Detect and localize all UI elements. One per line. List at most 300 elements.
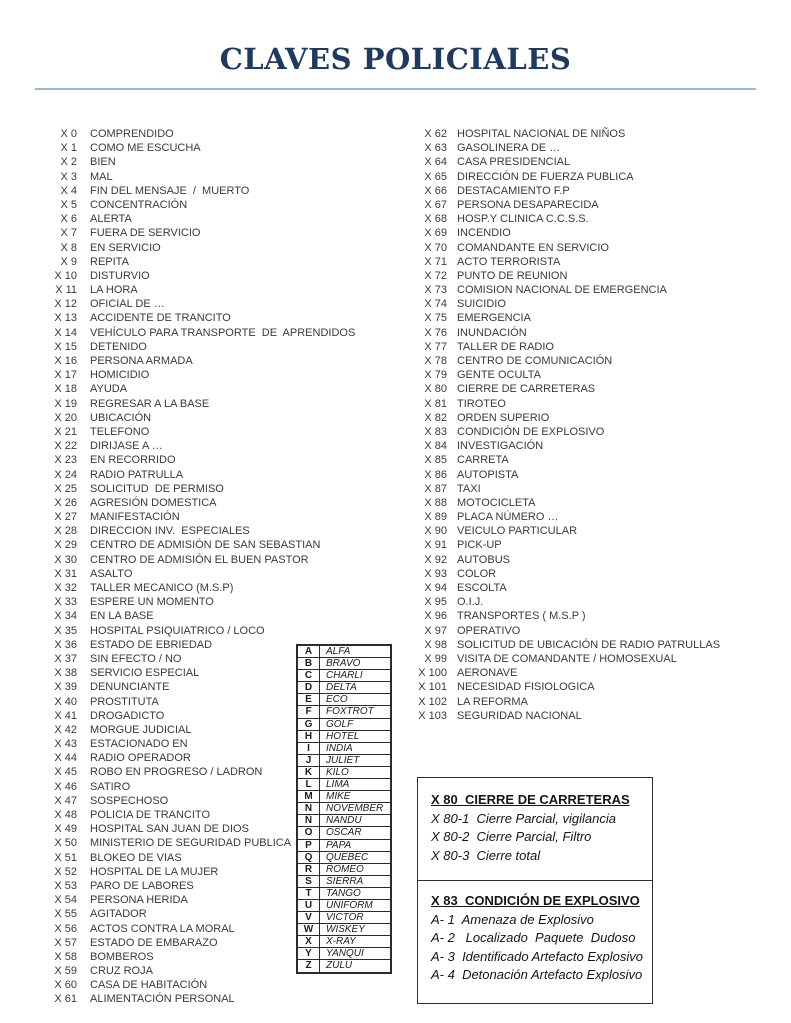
code-label: TALLER DE RADIO <box>457 340 554 353</box>
code-row <box>414 198 720 212</box>
code-row <box>414 482 720 496</box>
code-row <box>414 212 720 226</box>
code-label: CASA DE HABITACIÓN <box>90 979 208 992</box>
code-row <box>414 581 720 595</box>
alphabet-letter: Ñ <box>297 815 320 827</box>
code-label: NECESIDAD FISIOLOGICA <box>457 681 595 694</box>
info-box-item: A- 2 Localizado Paquete Dudoso <box>431 930 636 946</box>
alphabet-row <box>297 827 391 839</box>
alphabet-letter: V <box>297 912 320 924</box>
code-number: X 0 <box>60 128 77 140</box>
alphabet-word: ROMEO <box>320 863 392 875</box>
code-row <box>50 255 355 269</box>
code-label: HOSPITAL DE LA MUJER <box>90 865 219 878</box>
code-number: X 13 <box>54 312 77 325</box>
code-number: X 9 <box>60 255 77 268</box>
code-row <box>414 411 720 425</box>
alphabet-row <box>297 924 391 936</box>
code-number: X 23 <box>54 454 77 467</box>
alphabet-row <box>297 912 391 924</box>
code-label: AERONAVE <box>457 667 518 680</box>
alphabet-row <box>297 742 391 754</box>
code-number: X 21 <box>54 425 77 438</box>
code-number: X 30 <box>54 553 77 566</box>
code-number: X 17 <box>54 369 77 382</box>
code-label: COLOR <box>457 567 497 580</box>
code-label: SOLICITUD DE PERMISO <box>90 482 224 495</box>
info-boxes <box>417 777 653 1004</box>
code-number: X 101 <box>418 681 447 694</box>
alphabet-word: VICTOR <box>320 912 392 924</box>
code-row <box>50 283 355 297</box>
code-number: X 70 <box>424 241 447 254</box>
code-label: EN SERVICIO <box>90 241 161 254</box>
code-label: HOSPITAL NACIONAL DE NIÑOS <box>457 128 626 140</box>
code-number: X 35 <box>54 624 77 637</box>
code-label: HOSP.Y CLINICA C.C.S.S. <box>457 213 589 226</box>
code-label: MANIFESTACIÓN <box>90 511 180 524</box>
code-number: X 43 <box>54 738 77 751</box>
info-box-item: A- 1 Amenaza de Explosivo <box>431 912 594 927</box>
code-row <box>50 453 355 467</box>
code-row <box>50 510 355 524</box>
code-row <box>50 425 355 439</box>
alphabet-word: LIMA <box>320 779 392 791</box>
code-row <box>50 170 355 184</box>
code-row <box>414 609 720 623</box>
alphabet-letter: W <box>297 924 320 936</box>
code-label: PROSTITUTA <box>90 695 159 708</box>
alphabet-row <box>297 887 391 899</box>
alphabet-word: ZULÚ <box>320 960 392 973</box>
code-label: EN LA BASE <box>90 610 154 623</box>
phonetic-alphabet-table <box>296 644 392 974</box>
page-title: CLAVES POLICIALES <box>219 42 572 76</box>
alphabet-letter: U <box>297 899 320 911</box>
code-number: X 46 <box>54 780 77 793</box>
code-number: X 66 <box>424 184 447 197</box>
code-row <box>414 297 720 311</box>
code-label: AYUDA <box>90 383 128 396</box>
alphabet-row <box>297 730 391 742</box>
code-number: X 51 <box>54 851 77 864</box>
code-label: SATIRO <box>90 780 131 793</box>
code-label: MAL <box>90 170 113 183</box>
code-number: X 33 <box>54 596 77 609</box>
code-row <box>50 581 355 595</box>
code-label: DROGADICTO <box>90 709 165 722</box>
code-number: X 84 <box>424 440 447 453</box>
code-label: SIN EFECTO / NO <box>90 652 182 665</box>
code-label: CENTRO DE ADMISIÓN EL BUEN PASTOR <box>90 553 309 566</box>
alphabet-row <box>297 839 391 851</box>
code-row <box>414 311 720 325</box>
code-row <box>414 382 720 396</box>
info-box-item: X 80-2 Cierre Parcial, Filtro <box>431 829 592 845</box>
code-label: COMISION NACIONAL DE EMERGENCIA <box>457 284 667 297</box>
title-rule <box>35 88 756 90</box>
code-number: X 32 <box>54 582 77 594</box>
code-label: GASOLINERA DE … <box>457 142 561 155</box>
code-label: O.I.J. <box>457 596 484 609</box>
code-label: AGITADOR <box>90 908 147 921</box>
code-row <box>50 155 355 169</box>
code-number: X 88 <box>424 496 447 509</box>
code-row <box>50 992 355 1006</box>
code-number: X 71 <box>424 255 447 268</box>
alphabet-row <box>297 803 391 815</box>
alphabet-row <box>297 706 391 718</box>
code-label: POLICIA DE TRANCITO <box>90 809 211 821</box>
code-row <box>50 127 355 141</box>
code-label: PERSONA DESAPARECIDA <box>457 198 599 211</box>
code-row <box>50 212 355 226</box>
info-box-item: A- 3 Identificado Artefacto Explosivo <box>431 948 643 964</box>
code-label: DISTURVIO <box>90 269 150 282</box>
code-row <box>414 226 720 240</box>
info-box-item: X 80-1 Cierre Parcial, vigilancia <box>431 811 616 826</box>
code-number: X 80 <box>424 383 447 396</box>
code-row <box>50 624 355 638</box>
code-row <box>50 411 355 425</box>
alphabet-letter: L <box>297 779 320 791</box>
alphabet-row <box>297 875 391 887</box>
alphabet-word: MIKE <box>320 791 392 803</box>
code-label: CENTRO DE COMUNICACIÓN <box>457 355 613 367</box>
code-row <box>50 524 355 538</box>
code-label: DETENIDO <box>90 340 147 353</box>
alphabet-letter: K <box>297 766 320 778</box>
code-label: BOMBEROS <box>90 950 154 963</box>
code-row <box>414 354 720 368</box>
code-number: X 19 <box>54 397 77 410</box>
code-number: X 86 <box>424 468 447 481</box>
alphabet-letter: M <box>297 791 320 803</box>
alphabet-row <box>297 658 391 670</box>
code-number: X 79 <box>424 369 447 382</box>
code-number: X 1 <box>60 142 77 155</box>
code-number: X 7 <box>60 227 77 240</box>
code-row <box>50 241 355 255</box>
code-label: ASALTO <box>90 567 133 580</box>
code-row <box>414 680 720 694</box>
code-label: ESCOLTA <box>457 582 507 594</box>
alphabet-word: ALFA <box>320 645 392 658</box>
code-number: X 78 <box>424 355 447 367</box>
alphabet-row <box>297 694 391 706</box>
code-row <box>414 425 720 439</box>
code-label: CIERRE DE CARRETERAS <box>457 383 596 396</box>
code-row <box>414 155 720 169</box>
alphabet-word: NOVEMBER <box>320 803 392 815</box>
code-label: TELEFONO <box>90 425 150 438</box>
alphabet-word: TANGO <box>320 887 392 899</box>
alphabet-letter: O <box>297 827 320 839</box>
alphabet-letter: S <box>297 875 320 887</box>
code-number: X 59 <box>54 965 77 978</box>
info-box-title: X 83 CONDICIÓN DE EXPLOSIVO <box>431 893 640 908</box>
code-number: X 103 <box>418 709 447 722</box>
code-number: X 3 <box>60 170 77 183</box>
alphabet-letter: I <box>297 742 320 754</box>
code-label: ESTADO DE EBRIEDAD <box>90 638 213 651</box>
code-label: TAXI <box>457 482 481 495</box>
code-number: X 82 <box>424 411 447 424</box>
code-label: SUICIDIO <box>457 298 506 311</box>
code-number: X 64 <box>424 156 447 169</box>
code-number: X 102 <box>418 695 447 708</box>
code-row <box>414 468 720 482</box>
code-number: X 97 <box>424 624 447 637</box>
code-label: AUTOPISTA <box>457 468 519 481</box>
code-row <box>50 297 355 311</box>
alphabet-letter: J <box>297 754 320 766</box>
code-label: OPERATIVO <box>457 624 521 637</box>
code-label: ACTOS CONTRA LA MORAL <box>90 922 235 935</box>
code-label: SOLICITUD DE UBICACIÓN DE RADIO PATRULLAS <box>457 638 721 651</box>
code-row <box>414 553 720 567</box>
alphabet-word: HOTEL <box>320 730 392 742</box>
code-number: X 93 <box>424 567 447 580</box>
code-label: ACCIDENTE DE TRANCITO <box>90 312 231 325</box>
alphabet-letter: A <box>297 645 320 658</box>
code-row <box>50 354 355 368</box>
code-number: X 92 <box>424 553 447 566</box>
alphabet-letter: D <box>297 682 320 694</box>
alphabet-row <box>297 960 391 973</box>
code-row <box>50 482 355 496</box>
alphabet-row <box>297 766 391 778</box>
code-label: DIRECCION INV. ESPECIALES <box>90 525 250 538</box>
code-row <box>414 397 720 411</box>
code-number: X 73 <box>424 284 447 297</box>
code-number: X 10 <box>54 269 77 282</box>
code-row <box>414 538 720 552</box>
code-number: X 27 <box>54 511 77 524</box>
code-label: HOSPITAL SAN JUAN DE DIOS <box>90 823 249 836</box>
code-number: X 37 <box>54 652 77 665</box>
alphabet-row <box>297 682 391 694</box>
code-label: COMO ME ESCUCHA <box>90 142 201 155</box>
code-label: BIEN <box>90 156 116 169</box>
code-label: PERSONA ARMADA <box>90 355 193 367</box>
code-row <box>50 538 355 552</box>
code-row <box>50 609 355 623</box>
code-row <box>414 695 720 709</box>
alphabet-word: UNIFORM <box>320 899 392 911</box>
alphabet-word: ÑANDU <box>320 815 392 827</box>
code-number: X 53 <box>54 879 77 892</box>
code-number: X 55 <box>54 908 77 921</box>
code-number: X 98 <box>424 638 447 651</box>
code-row <box>50 595 355 609</box>
code-number: X 90 <box>424 525 447 538</box>
code-number: X 2 <box>60 156 77 169</box>
alphabet-letter: T <box>297 887 320 899</box>
info-box <box>418 778 652 881</box>
code-number: X 15 <box>54 340 77 353</box>
code-row <box>414 283 720 297</box>
code-label: SEGURIDAD NACIONAL <box>457 709 582 722</box>
code-number: X 6 <box>60 213 77 226</box>
code-label: DIRECCIÓN DE FUERZA PUBLICA <box>457 170 634 183</box>
code-row <box>414 170 720 184</box>
code-number: X 34 <box>54 610 77 623</box>
code-label: ALERTA <box>90 213 132 226</box>
alphabet-letter: X <box>297 936 320 948</box>
code-label: CRUZ ROJA <box>90 965 153 978</box>
alphabet-row <box>297 948 391 960</box>
code-label: VEICULO PARTICULAR <box>457 525 578 538</box>
code-number: X 49 <box>54 823 77 836</box>
alphabet-word: YANQUI <box>320 948 392 960</box>
code-number: X 45 <box>54 766 77 779</box>
code-number: X 99 <box>424 652 447 665</box>
info-box-item: X 80-3 Cierre total <box>431 847 541 863</box>
code-number: X 29 <box>54 539 77 552</box>
code-number: X 65 <box>424 170 447 183</box>
code-number: X 22 <box>54 440 77 453</box>
code-label: CENTRO DE ADMISIÓN DE SAN SEBASTIAN <box>90 539 321 552</box>
code-label: ESPERE UN MOMENTO <box>90 596 214 609</box>
code-label: PLACA NÚMERO … <box>457 511 559 524</box>
code-row <box>414 624 720 638</box>
code-row <box>50 198 355 212</box>
code-label: TRANSPORTES ( M.S.P ) <box>457 610 586 623</box>
code-number: X 95 <box>424 596 447 609</box>
code-label: COMANDANTE EN SERVICIO <box>457 241 609 254</box>
alphabet-letter: Z <box>297 960 320 973</box>
code-label: UBICACIÓN <box>90 411 152 424</box>
code-number: X 38 <box>54 667 77 680</box>
code-row <box>414 709 720 723</box>
code-number: X 52 <box>54 865 77 878</box>
code-number: X 75 <box>424 312 447 325</box>
alphabet-letter: F <box>297 706 320 718</box>
alphabet-letter: Y <box>297 948 320 960</box>
alphabet-word: INDIA <box>320 742 392 754</box>
alphabet-letter: P <box>297 839 320 851</box>
code-number: X 16 <box>54 355 77 367</box>
code-label: FUERA DE SERVICIO <box>90 227 201 240</box>
code-row <box>414 184 720 198</box>
code-number: X 68 <box>424 213 447 226</box>
code-label: CASA PRESIDENCIAL <box>457 156 571 169</box>
code-row <box>414 496 720 510</box>
code-label: CONCENTRACIÓN <box>90 198 188 211</box>
alphabet-letter: H <box>297 730 320 742</box>
alphabet-word: GOLF <box>320 718 392 730</box>
code-number: X 100 <box>418 667 447 680</box>
code-number: X 28 <box>54 525 77 538</box>
code-label: SOSPECHOSO <box>90 794 169 807</box>
code-row <box>50 368 355 382</box>
code-label: AUTOBUS <box>457 553 510 566</box>
code-row <box>414 141 720 155</box>
code-row <box>414 241 720 255</box>
code-label: HOMICIDIO <box>90 369 150 382</box>
code-row <box>50 311 355 325</box>
code-row <box>50 468 355 482</box>
code-label: MOTOCICLETA <box>457 496 536 509</box>
code-row <box>414 326 720 340</box>
alphabet-word: OSCAR <box>320 827 392 839</box>
alphabet-letter: C <box>297 670 320 682</box>
alphabet-row <box>297 851 391 863</box>
code-label: LA HORA <box>90 284 138 297</box>
code-label: VEHÍCULO PARA TRANSPORTE DE APRENDIDOS <box>90 326 356 339</box>
code-row <box>414 269 720 283</box>
code-label: ORDEN SUPERIO <box>457 411 550 424</box>
code-number: X 96 <box>424 610 447 623</box>
info-box-item: A- 4 Detonación Artefacto Explosivo <box>431 967 643 983</box>
code-label: DESTACAMIENTO F.P <box>457 184 570 197</box>
code-label: ESTACIONADO EN <box>90 738 188 751</box>
code-label: ESTADO DE EMBARAZO <box>90 936 218 949</box>
code-number: X 14 <box>54 326 77 339</box>
code-number: X 87 <box>424 482 447 495</box>
code-label: PARO DE LABORES <box>90 879 194 892</box>
code-label: AGRESIÓN DOMESTICA <box>90 496 217 509</box>
code-number: X 31 <box>54 567 77 580</box>
code-number: X 74 <box>424 298 447 311</box>
alphabet-row <box>297 815 391 827</box>
code-label: EN RECORRIDO <box>90 454 176 467</box>
code-label: INCENDIO <box>457 227 511 240</box>
code-row <box>414 127 720 141</box>
code-label: ACTO TERRORISTA <box>457 255 561 268</box>
code-number: X 4 <box>60 184 77 197</box>
code-number: X 20 <box>54 411 77 424</box>
alphabet-row <box>297 754 391 766</box>
code-row <box>414 567 720 581</box>
code-number: X 48 <box>54 809 77 821</box>
alphabet-letter: N <box>297 803 320 815</box>
code-number: X 42 <box>54 723 77 736</box>
code-number: X 57 <box>54 936 77 949</box>
code-number: X 8 <box>60 241 77 254</box>
code-row <box>50 326 355 340</box>
code-row <box>414 453 720 467</box>
code-label: EMERGENCIA <box>457 312 531 325</box>
code-label: GENTE OCULTA <box>457 369 541 382</box>
code-number: X 77 <box>424 340 447 353</box>
code-row <box>414 510 720 524</box>
alphabet-word: ECO <box>320 694 392 706</box>
code-label: TALLER MECANICO (M.S.P) <box>90 582 234 594</box>
code-number: X 24 <box>54 468 77 481</box>
code-list-right <box>414 127 720 723</box>
alphabet-row <box>297 791 391 803</box>
code-number: X 11 <box>55 284 77 297</box>
alphabet-letter: E <box>297 694 320 706</box>
alphabet-word: WISKEY <box>320 924 392 936</box>
alphabet-row <box>297 645 391 658</box>
code-number: X 36 <box>54 638 77 651</box>
code-label: INUNDACIÓN <box>457 326 527 339</box>
code-number: X 91 <box>424 539 447 552</box>
alphabet-word: BRAVO <box>320 658 392 670</box>
code-row <box>414 439 720 453</box>
code-number: X 94 <box>424 582 447 594</box>
alphabet-row <box>297 718 391 730</box>
code-number: X 54 <box>54 894 77 907</box>
alphabet-letter: B <box>297 658 320 670</box>
code-number: X 56 <box>54 922 77 935</box>
alphabet-word: QUEBEC <box>320 851 392 863</box>
code-label: MINISTERIO DE SEGURIDAD PUBLICA <box>90 837 292 850</box>
code-number: X 58 <box>54 950 77 963</box>
